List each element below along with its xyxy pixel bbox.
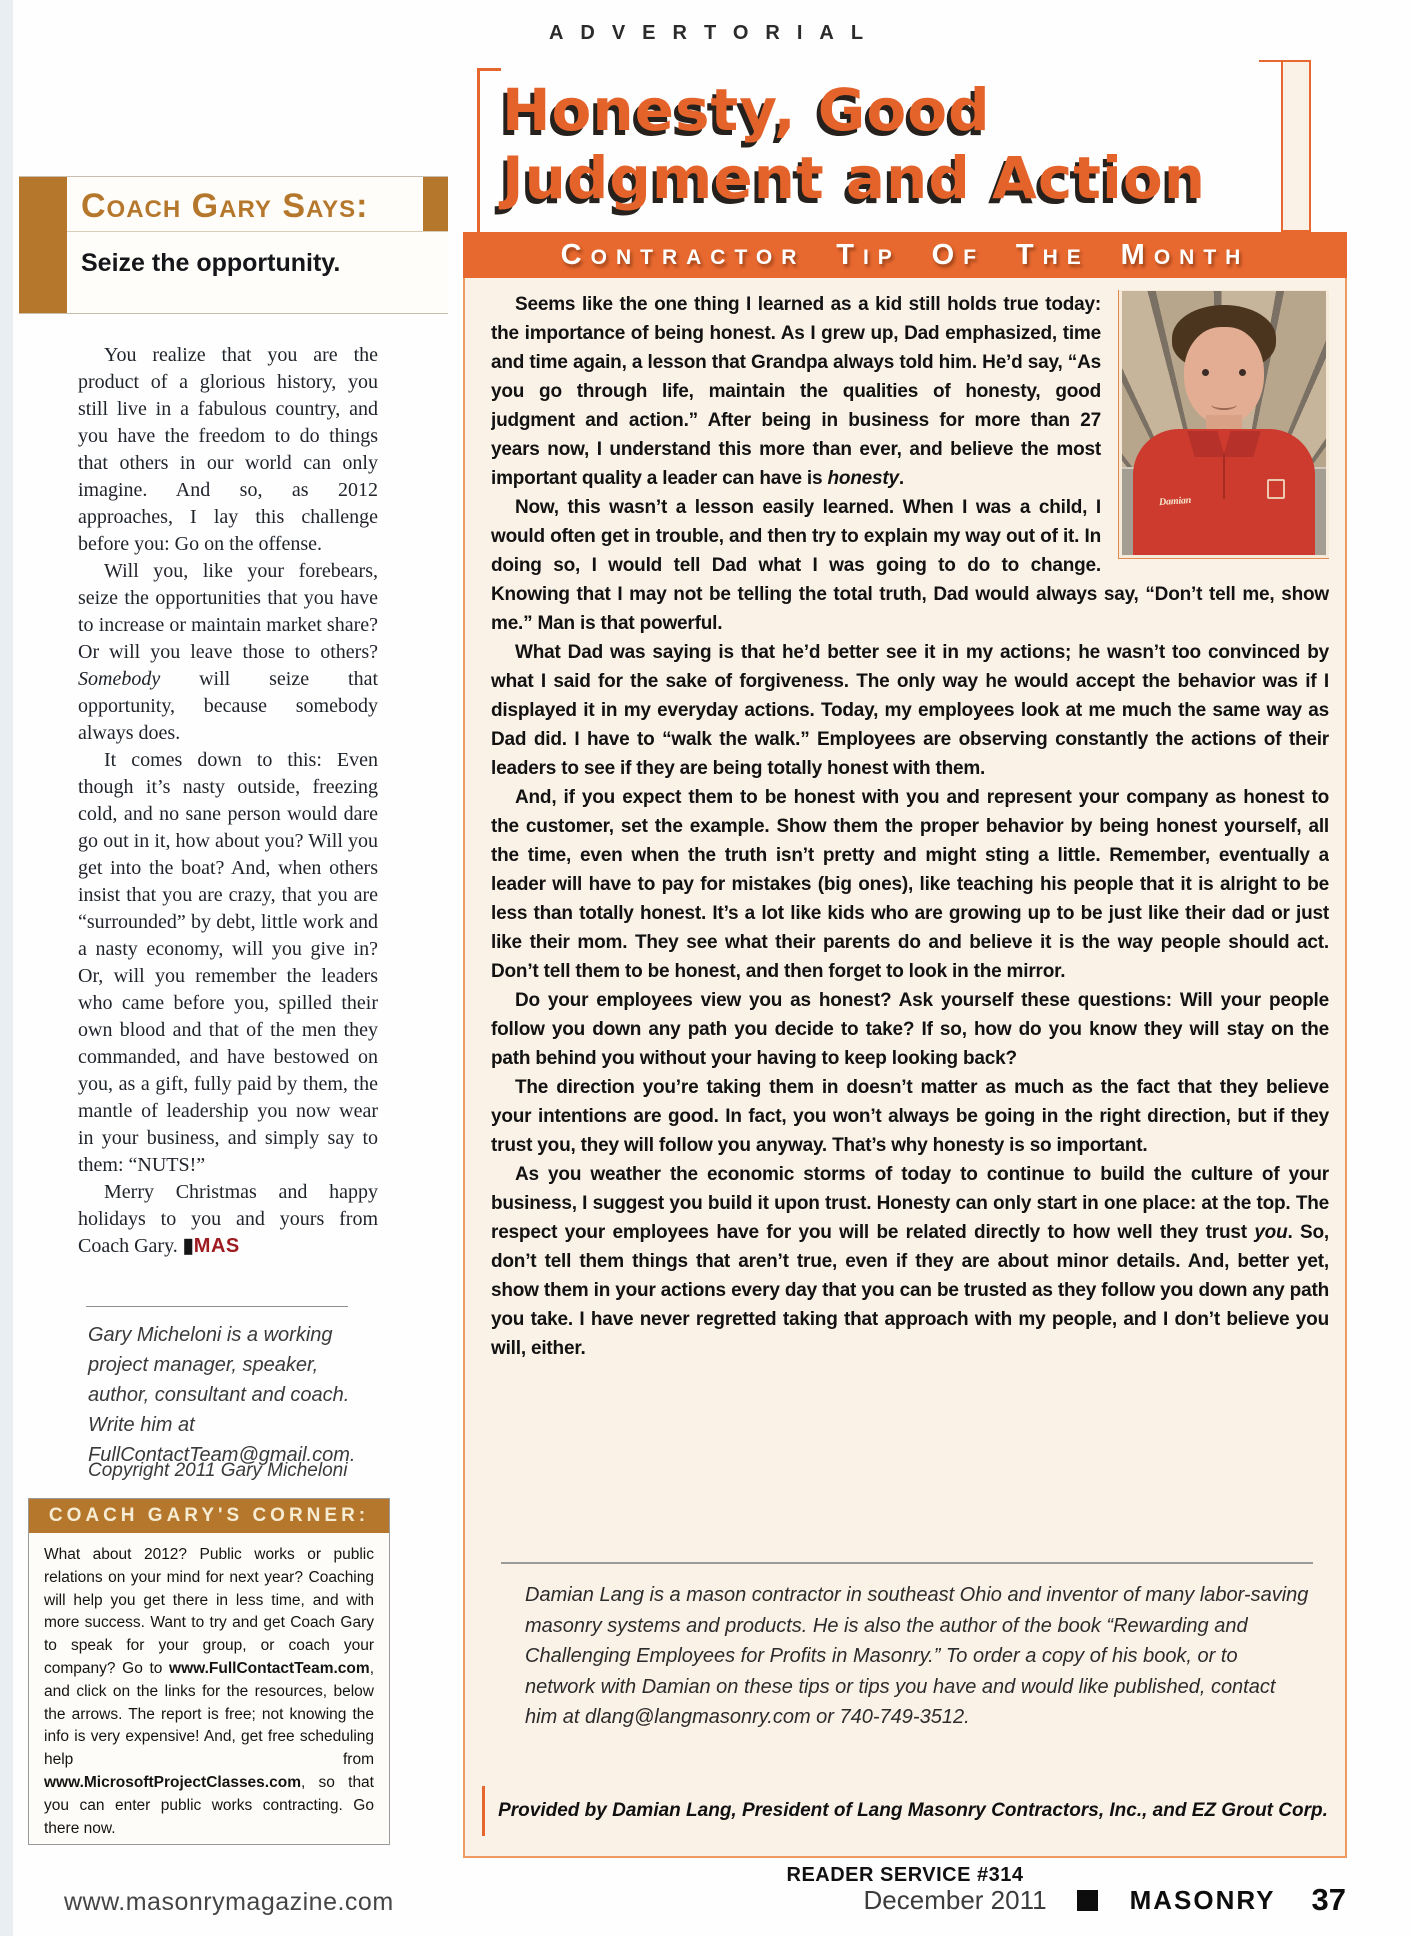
headline-bracket-tick: [477, 68, 501, 71]
orange-tick: [482, 1786, 485, 1836]
photo-red-shirt: [1133, 429, 1315, 555]
provided-by-text: Provided by Damian Lang, President of Lang Masonry Contractors, Inc., and EZ Grout Corp.: [498, 1800, 1328, 1821]
article-title-line1: Honesty, Good: [502, 76, 991, 144]
sidebar-paragraph: You realize that you are the product of a glorious history, you still live in a fabulous country, and you have the freedom to do things that others in our world can only imagine. And so, as 2012 approaches, I lay this challenge before you: Go on the offense.: [78, 344, 378, 555]
contractor-tip-banner: CONTRACTOR TIP OF THE MONTH: [463, 232, 1347, 278]
shirt-collar-right: [1223, 431, 1260, 457]
corner-box-title: COACH GARY'S CORNER:: [29, 1499, 389, 1533]
article-body: [491, 290, 1329, 1552]
photo-mouth: [1211, 399, 1237, 410]
sidebar-paragraph: Will you, like your forebears, seize the opportunities that you have to increase or maintain market share? Or will you leave those to others? Somebody will seize that opportunity, because somebody always does.: [78, 560, 378, 744]
article-title: [502, 76, 1206, 212]
coach-says-quote: Seize the opportunity.: [81, 249, 341, 277]
article-paragraph: Now, this wasn’t a lesson easily learned. When I was a child, I would often get in trouble, and then try to explain my way out of it. In doing so, I would tell Dad what I was going to do to change. Knowing that I may not be telling the total truth, Dad would always say, “Don’t tell me, show me.” Man is that powerful.: [491, 497, 1329, 634]
coach-gary-corner-box: [28, 1498, 390, 1845]
sidebar-paragraph: It comes down to this: Even though it’s nasty outside, freezing cold, and no sane person would dare go out in it, how about you? Will you get into the boat? And, when others insist that you are crazy, that you are “surrounded” by debt, little work and a nasty economy, will you give in? Or, will you remember the leaders who came before you, spilled their own blood and that of the men they commanded, and have bestowed on you, as a gift, fully paid by them, the mantle of leadership you now wear in your business, and simply say to them: “NUTS!”: [78, 749, 378, 1176]
corner-tab-decoration: [1281, 60, 1311, 232]
photo-face: [1184, 327, 1264, 425]
coach-says-title: Coach Gary Says:: [81, 187, 369, 225]
article-paragraph: And, if you expect them to be honest with you and represent your company as honest to the customer, set the example. Show them the proper behavior by being honest yourself, all the time, even when the truth isn’t pretty and might sting a little. Remember, eventually a leader will have to pay for mistakes (big ones), like teaching his people that it is alright to be less than totally honest. It’s a lot like kids who are growing up to be just like their dad or just like their mom. They see what their parents do and believe it is the way people should act. Don’t tell them to be honest, and then forget to look in the mirror.: [491, 787, 1329, 982]
article-paragraph: Seems like the one thing I learned as a kid still holds true today: the importance of being honest. As I grew up, Dad emphasized, time and time again, a lesson that Grandpa always told him. He’d say, “As you go through life, maintain the qualities of honesty, good judgment and action.” After being in business for more than 27 years now, I understand this more than ever, and believe the most important quality a leader can have is honesty.: [491, 294, 1101, 489]
article-paragraph: The direction you’re taking them in doesn’t matter as much as the fact that they believe your intentions are good. In fact, you won’t always be going in the right direction, but if they trust you, they will follow you anyway. That’s why honesty is so important.: [491, 1077, 1329, 1156]
article-divider: [501, 1562, 1313, 1564]
footer-right: [864, 1882, 1347, 1918]
advertorial-label: ADVERTORIAL: [548, 22, 881, 44]
coach-box-left-bar: [19, 177, 67, 313]
footer-square-mark: [1077, 1890, 1098, 1911]
sidebar-article-text: [78, 342, 378, 1304]
coach-box-corner-square: [423, 177, 448, 231]
scan-edge: [0, 0, 13, 1936]
footer-website: www.masonrymagazine.com: [64, 1888, 394, 1916]
article-paragraph: Do your employees view you as honest? Ask yourself these questions: Will your people follow you down any path you decide to take? If so, how do you know they will stay on the path behind you without your having to keep looking back?: [491, 990, 1329, 1069]
corner-tab-tick: [1259, 60, 1283, 62]
article-panel: [463, 278, 1347, 1858]
shirt-embroidery-name: Damian: [1158, 494, 1192, 509]
headline-bracket-line: [477, 68, 480, 232]
footer-page-number: 37: [1311, 1882, 1346, 1917]
article-paragraph: As you weather the economic storms of today to continue to build the culture of your business, I suggest you build it upon trust. Honesty can only start in one place: at the top. The respect your employees have for you will be related directly to how well they trust you. So, don’t tell them things that aren’t true, even if they are about minor details. And, better yet, show them in your actions every day that you can be trusted as they follow you down any path you take. I have never regretted taking that approach with my people, and I don’t believe you will, either.: [491, 1164, 1329, 1359]
shirt-placket: [1223, 453, 1225, 499]
article-paragraph: What Dad was saying is that he’d better see it in my actions; he wasn’t too convinced by what I said for the sake of forgiveness. The only way he would accept the behavior was if I displayed it in my everyday actions. Today, my employees look at me much the same way as Dad did. I have to “walk the walk.” Employees are observing constantly the actions of their leaders to see if they are being totally honest with them.: [491, 642, 1329, 779]
footer-magazine-name: MASONRY: [1129, 1884, 1276, 1915]
sidebar-paragraph: Merry Christmas and happy holidays to you and yours from Coach Gary. ▮MAS: [78, 1181, 378, 1257]
sidebar-divider: [86, 1306, 348, 1307]
coach-box-header: [67, 177, 448, 232]
damian-lang-photo: [1119, 290, 1329, 558]
reader-service-number: READER SERVICE #314: [786, 1864, 1024, 1886]
damian-lang-bio: Damian Lang is a mason contractor in southeast Ohio and inventor of many labor-saving masonry systems and products. He is also the author of the book “Rewarding and Challenging Employees for Profits in Masonry.” To order a copy of his book, or to network with Damian on these tips or tips you have and would like published, contact him at dlang@langmasonry.com or 740-749-3512.: [525, 1584, 1309, 1728]
footer-date: December 2011: [863, 1884, 1047, 1915]
shirt-collar-left: [1187, 431, 1224, 457]
coach-gary-says-box: [19, 176, 448, 314]
corner-box-text: What about 2012? Public works or public relations on your mind for next year? Coaching will help you get there in less time, and with more success. Want to try and get Coach Gary to speak for your group, or coach your company? Go to www.FullContactTeam.com, and click on the links for the resources, below the arrows. The report is free; not knowing the info is very expensive! And, get free scheduling help from www.MicrosoftProjectClasses.com, so that you can enter public works contracting. Go there now.: [44, 1546, 374, 1837]
shirt-company-logo: [1267, 479, 1285, 499]
article-title-line2: Judgment and Action: [502, 144, 1207, 212]
copyright-line: Copyright 2011 Gary Micheloni: [88, 1460, 348, 1481]
provided-by-line: [465, 1786, 1345, 1836]
gary-micheloni-bio: Gary Micheloni is a working project manager, speaker, author, consultant and coach. Write him at FullContactTeam@gmail.com.: [88, 1324, 356, 1466]
